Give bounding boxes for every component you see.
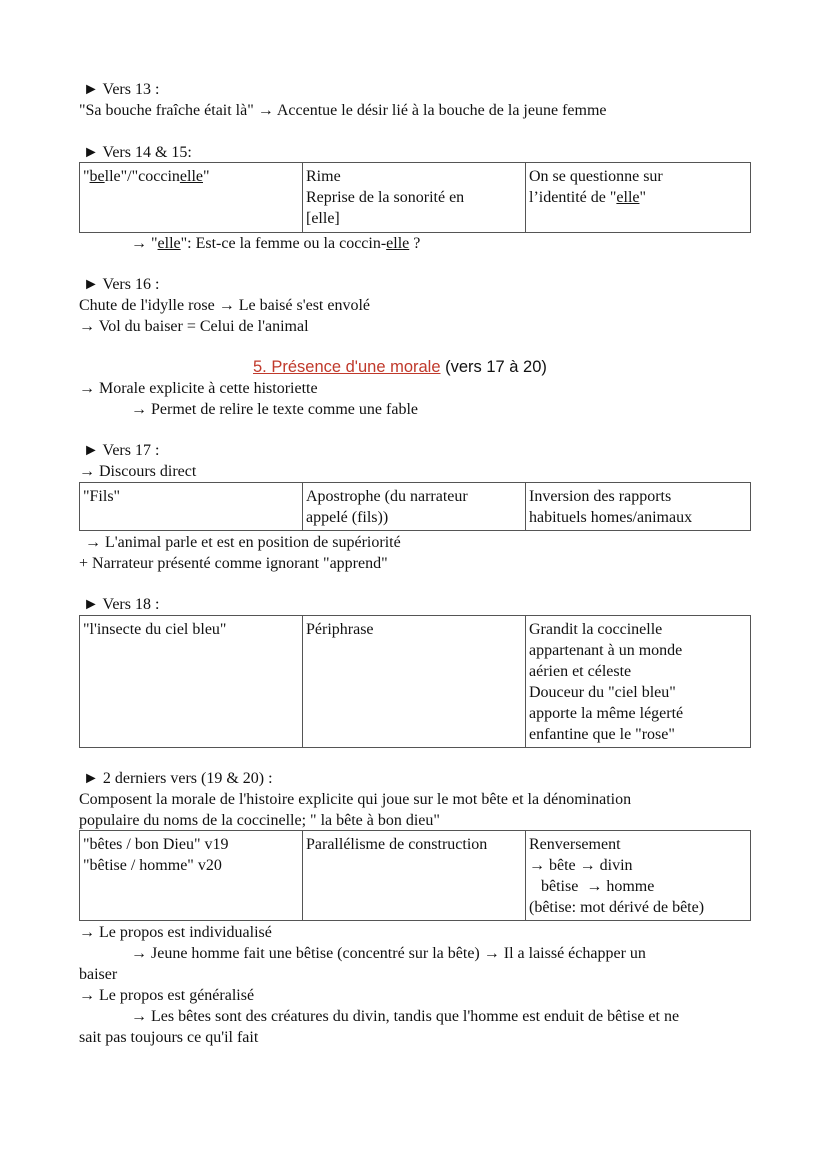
vers17-heading: ► Vers 17 :	[83, 442, 160, 459]
vers19-para2: populaire du noms de la coccinelle; " la bête à bon dieu"	[79, 812, 440, 829]
vers16-line1: Chute de l'idylle rose → Le baisé s'est envolé	[79, 297, 371, 314]
vers17-table	[79, 482, 751, 531]
vers17-note2: + Narrateur présenté comme ignorant "apprend"	[79, 555, 388, 572]
table-cell: On se questionne sur l’identité de "elle"	[526, 163, 751, 233]
vers13-heading: ► Vers 13 :	[83, 81, 160, 98]
table-cell: "l'insecte du ciel bleu"	[80, 616, 303, 748]
vers14-table	[79, 162, 751, 233]
section-line1: → Morale explicite à cette historiette	[79, 380, 318, 397]
vers19-para1: Composent la morale de l'histoire explicite qui joue sur le mot bête et la dénomination	[79, 791, 632, 808]
vers19-note3: baiser	[79, 966, 118, 983]
vers17-note1: → L'animal parle et est en position de supériorité	[85, 534, 401, 551]
section-line2: → Permet de relire le texte comme une fable	[131, 401, 418, 418]
vers13-line: "Sa bouche fraîche était là" → Accentue le désir lié à la bouche de la jeune femme	[79, 102, 607, 119]
vers14-note: → "elle": Est-ce la femme ou la coccin-elle ?	[131, 235, 421, 252]
vers19-table	[79, 830, 751, 921]
vers19-note5: → Les bêtes sont des créatures du divin, tandis que l'homme est enduit de bêtise et ne	[131, 1008, 680, 1025]
vers19-heading: ► 2 derniers vers (19 & 20) :	[83, 770, 273, 787]
vers19-note1: → Le propos est individualisé	[79, 924, 272, 941]
table-cell: Apostrophe (du narrateur appelé (fils))	[303, 483, 526, 531]
table-row	[80, 483, 751, 531]
table-cell: Périphrase	[303, 616, 526, 748]
table-cell: Parallélisme de construction	[303, 831, 526, 921]
table-cell: "bêtes / bon Dieu" v19 "bêtise / homme" v20	[80, 831, 303, 921]
vers18-table	[79, 615, 751, 748]
vers17-sub: → Discours direct	[79, 463, 197, 480]
table-cell: "belle"/"coccinelle"	[80, 163, 303, 233]
vers19-note6: sait pas toujours ce qu'il fait	[79, 1029, 259, 1046]
vers18-heading: ► Vers 18 :	[83, 596, 160, 613]
table-row	[80, 831, 751, 921]
table-cell: Inversion des rapports habituels homes/animaux	[526, 483, 751, 531]
vers19-note4: → Le propos est généralisé	[79, 987, 255, 1004]
table-cell: Grandit la coccinelle appartenant à un monde aérien et céleste Douceur du "ciel bleu" apporte la même légerté enfantine que le "rose"	[526, 616, 751, 748]
vers16-line2: → Vol du baiser = Celui de l'animal	[79, 318, 309, 335]
table-cell: Renversement → bête → divin bêtise → homme (bêtise: mot dérivé de bête)	[526, 831, 751, 921]
table-row	[80, 163, 751, 233]
table-cell: "Fils"	[80, 483, 303, 531]
table-row	[80, 616, 751, 748]
vers14-heading: ► Vers 14 & 15:	[83, 144, 192, 161]
vers19-note2: → Jeune homme fait une bêtise (concentré sur la bête) → Il a laissé échapper un	[131, 945, 646, 962]
section-title: 5. Présence d'une morale (vers 17 à 20)	[253, 358, 547, 376]
vers16-heading: ► Vers 16 :	[83, 276, 160, 293]
table-cell: Rime Reprise de la sonorité en [elle]	[303, 163, 526, 233]
